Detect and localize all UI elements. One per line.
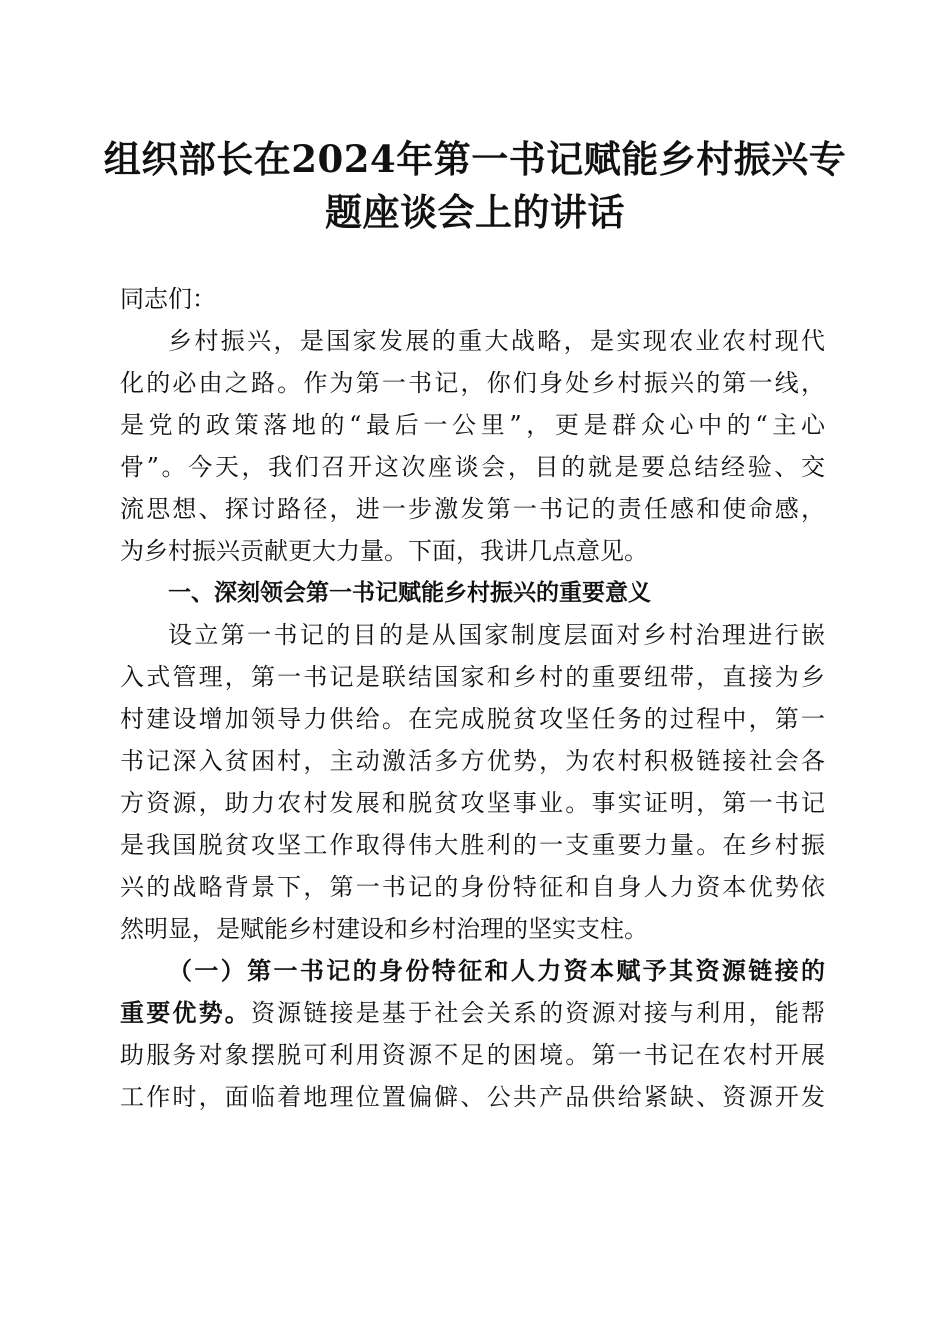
subsection-1-heading-end: 重要优势。: [120, 998, 251, 1027]
paragraph-line: 工作时，面临着地理位置偏僻、公共产品供给紧缺、资源开发: [120, 1083, 825, 1111]
paragraph-line: 是我国脱贫攻坚工作取得伟大胜利的一支重要力量。在乡村振: [120, 831, 825, 859]
paragraph-line: 入式管理，第一书记是联结国家和乡村的重要纽带，直接为乡: [120, 663, 825, 691]
title-line-2: 题座谈会上的讲话: [325, 190, 625, 234]
paragraph-line: 助服务对象摆脱可利用资源不足的困境。第一书记在农村开展: [120, 1041, 825, 1069]
subsection-1-heading: （一）第一书记的身份特征和人力资本赋予其资源链接的: [168, 956, 825, 985]
salutation: 同志们：: [120, 285, 216, 313]
paragraph-line: 是党的政策落地的“最后一公里”，更是群众心中的“主心: [120, 411, 825, 439]
document-title: [100, 133, 850, 239]
section-1-paragraph: [120, 614, 825, 950]
paragraph-line: 为乡村振兴贡献更大力量。下面，我讲几点意见。: [120, 537, 648, 565]
paragraph-line: 方资源，助力农村发展和脱贫攻坚事业。事实证明，第一书记: [120, 789, 825, 817]
paragraph-line: [120, 992, 825, 1034]
paragraph-line: 村建设增加领导力供给。在完成脱贫攻坚任务的过程中，第一: [120, 705, 825, 733]
paragraph-line: 兴的战略背景下，第一书记的身份特征和自身人力资本优势依: [120, 873, 825, 901]
paragraph-line: 化的必由之路。作为第一书记，你们身处乡村振兴的第一线，: [120, 369, 825, 397]
section-1-heading: 一、深刻领会第一书记赋能乡村振兴的重要意义: [168, 580, 651, 606]
paragraph-line: 设立第一书记的目的是从国家制度层面对乡村治理进行嵌: [168, 621, 825, 649]
title-line-1: 组织部长在2024年第一书记赋能乡村振兴专: [103, 137, 847, 181]
intro-paragraph: [120, 320, 825, 572]
paragraph-line: 书记深入贫困村，主动激活多方优势，为农村积极链接社会各: [120, 747, 825, 775]
paragraph-line: 流思想、探讨路径，进一步激发第一书记的责任感和使命感，: [120, 495, 825, 523]
paragraph-text: 资源链接是基于社会关系的资源对接与利用，能帮: [250, 999, 826, 1027]
paragraph-line: 乡村振兴，是国家发展的重大战略，是实现农业农村现代: [168, 327, 825, 355]
paragraph-line: 骨”。今天，我们召开这次座谈会，目的就是要总结经验、交: [120, 453, 825, 481]
subsection-1-paragraph: [120, 950, 825, 1118]
document-body: [120, 278, 825, 1118]
paragraph-line: 然明显，是赋能乡村建设和乡村治理的坚实支柱。: [120, 915, 648, 943]
